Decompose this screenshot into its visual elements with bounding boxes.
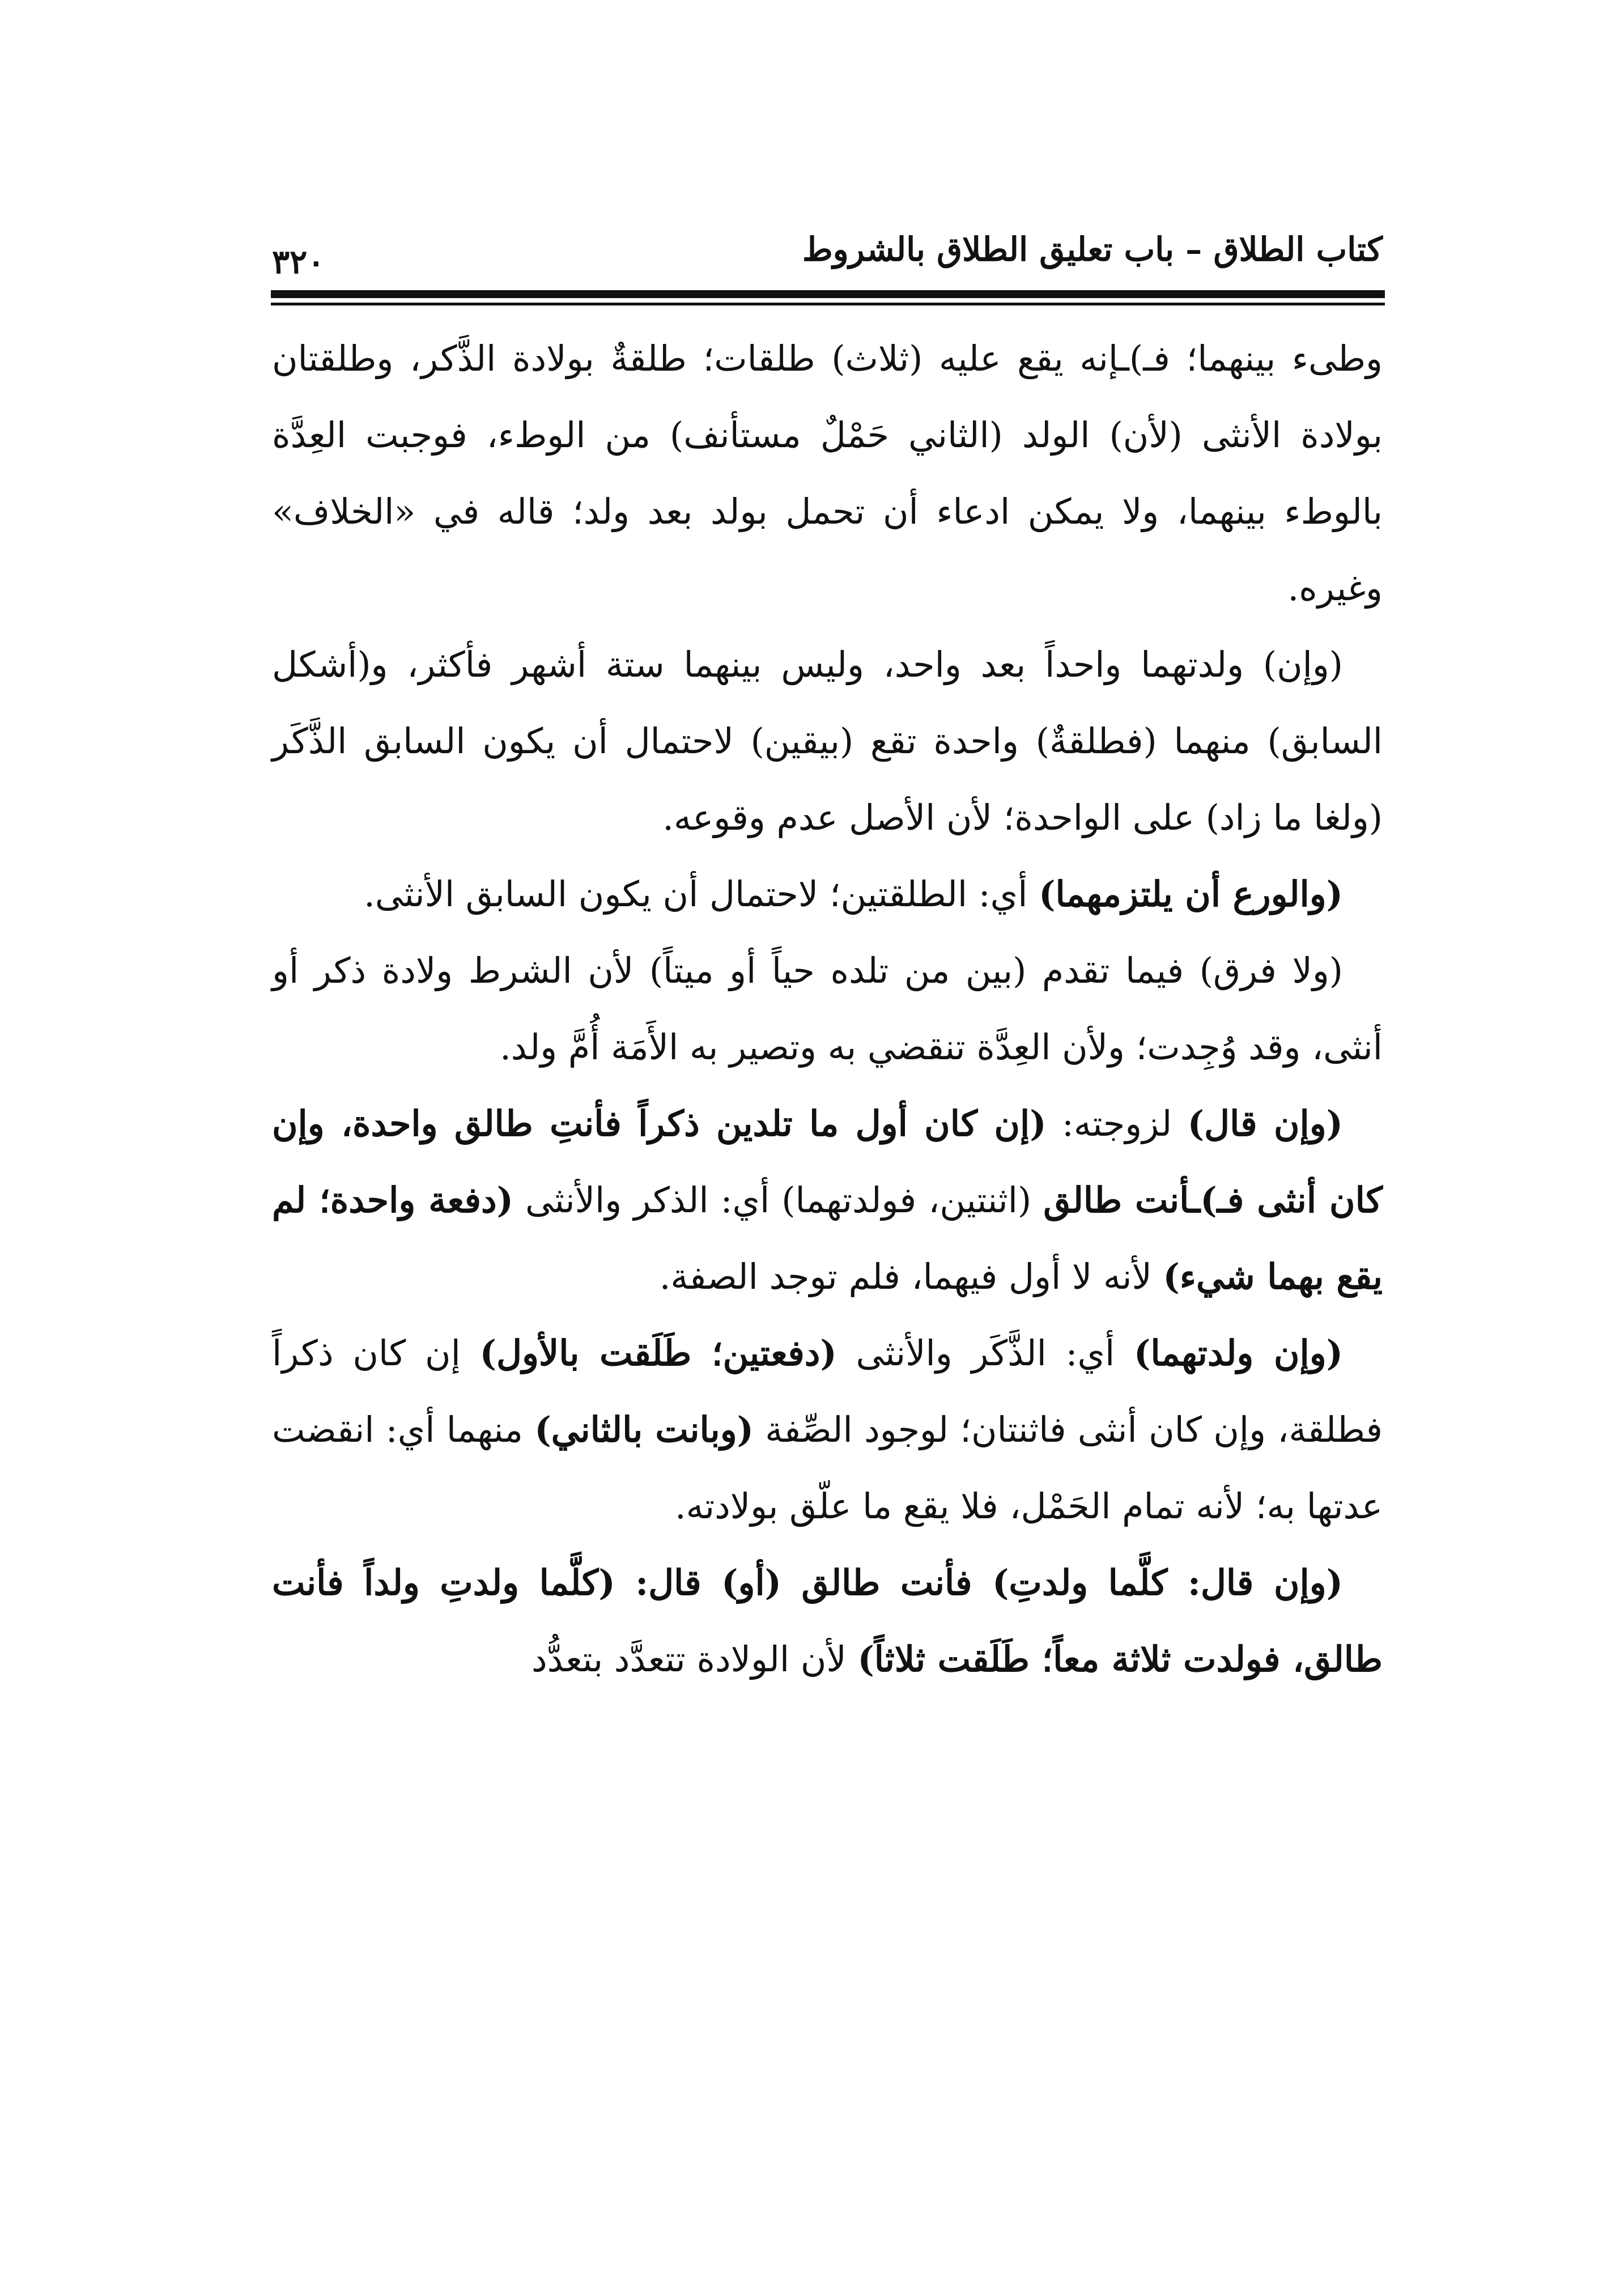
bold-segment: (إن كان أول ما تلدين ذكراً فأنتِ طالق واحدة، وإن كان أنثى فـ)ـأنت طالق — [272, 1103, 1383, 1221]
paragraph-4 — [272, 932, 1383, 1085]
paragraph-1 — [272, 320, 1383, 626]
bold-segment: (والورع أن يلتزمهما) — [1039, 873, 1343, 915]
paragraph-7 — [272, 1544, 1383, 1697]
page-number: ٣٢٠ — [272, 243, 325, 281]
page-body — [272, 320, 1383, 1697]
text-segment: وطىء بينهما؛ فـ)ـإنه يقع عليه (ثلاث) طلقات؛ طلقةٌ بولادة الذَّكر، وطلقتان بولادة الأنثى (لأن) الولد (الثاني حَمْلٌ مستأنف) من الوطء، فوجبت العِدَّة بالوطء بينهما، ولا يمكن ادعاء أن تحمل بولد بعد ولد؛ قاله في «الخلاف» وغيره. — [272, 338, 1383, 609]
header-rule-thick — [271, 290, 1385, 298]
bold-segment: (دفعتين؛ طَلَقت بالأول) — [479, 1332, 837, 1374]
text-segment: (وإن) ولدتهما واحداً بعد واحد، وليس بينهما ستة أشهر فأكثر، و(أشكل السابق) منهما (فطلقةٌ) واحدة تقع (بيقين) لاحتمال أن يكون السابق الذَّكَر (ولغا ما زاد) على الواحدة؛ لأن الأصل عدم وقوعه. — [272, 644, 1383, 838]
text-segment: لأنه لا أول فيهما، فلم توجد الصفة. — [659, 1256, 1163, 1297]
bold-segment: (وإن قال) — [1187, 1103, 1344, 1144]
bold-segment: (وإن ولدتهما) — [1134, 1332, 1343, 1374]
paragraph-2 — [272, 626, 1383, 856]
bold-segment: (دفعة واحدة؛ لم يقع بهما شيء) — [272, 1179, 1383, 1297]
text-segment: (ولا فرق) فيما تقدم (بين من تلده حياً أو ميتاً) لأن الشرط ولادة ذكر أو أنثى، وقد وُجِدت؛ ولأن العِدَّة تنقضي به وتصير به الأَمَة أُمَّ ولد. — [272, 950, 1383, 1068]
text-segment: لزوجته: — [1046, 1103, 1188, 1144]
header-rule-thin — [271, 303, 1385, 305]
bold-segment: (وبانت بالثاني) — [534, 1409, 754, 1450]
paragraph-6 — [272, 1315, 1383, 1544]
text-segment: منهما أي: انقضت عدتها به؛ لأنه تمام الحَمْل، فلا يقع ما علّق بولادته. — [272, 1409, 1383, 1527]
paragraph-5 — [272, 1085, 1383, 1315]
text-segment: لأن الولادة تتعدَّد بتعدُّد — [532, 1638, 858, 1680]
bold-segment: (وإن قال: كلَّما ولدتِ) فأنت طالق (أو) قال: (كلَّما ولدتِ ولداً فأنت طالق، فولدت ثلاثة معاً؛ طَلَقت ثلاثاً) — [272, 1562, 1383, 1680]
text-segment: إن كان ذكراً فطلقة، وإن كان أنثى فاثنتان؛ لوجود الصِّفة — [272, 1332, 1383, 1450]
text-segment: (اثنتين، فولدتهما) أي: الذكر والأنثى — [513, 1179, 1044, 1221]
text-segment: أي: الطلقتين؛ لاحتمال أن يكون السابق الأنثى. — [364, 873, 1039, 915]
page-header — [272, 224, 1383, 286]
running-title: كتاب الطلاق – باب تعليق الطلاق بالشروط — [802, 230, 1383, 269]
text-segment: أي: الذَّكَر والأنثى — [836, 1332, 1134, 1374]
paragraph-3 — [272, 856, 1383, 932]
